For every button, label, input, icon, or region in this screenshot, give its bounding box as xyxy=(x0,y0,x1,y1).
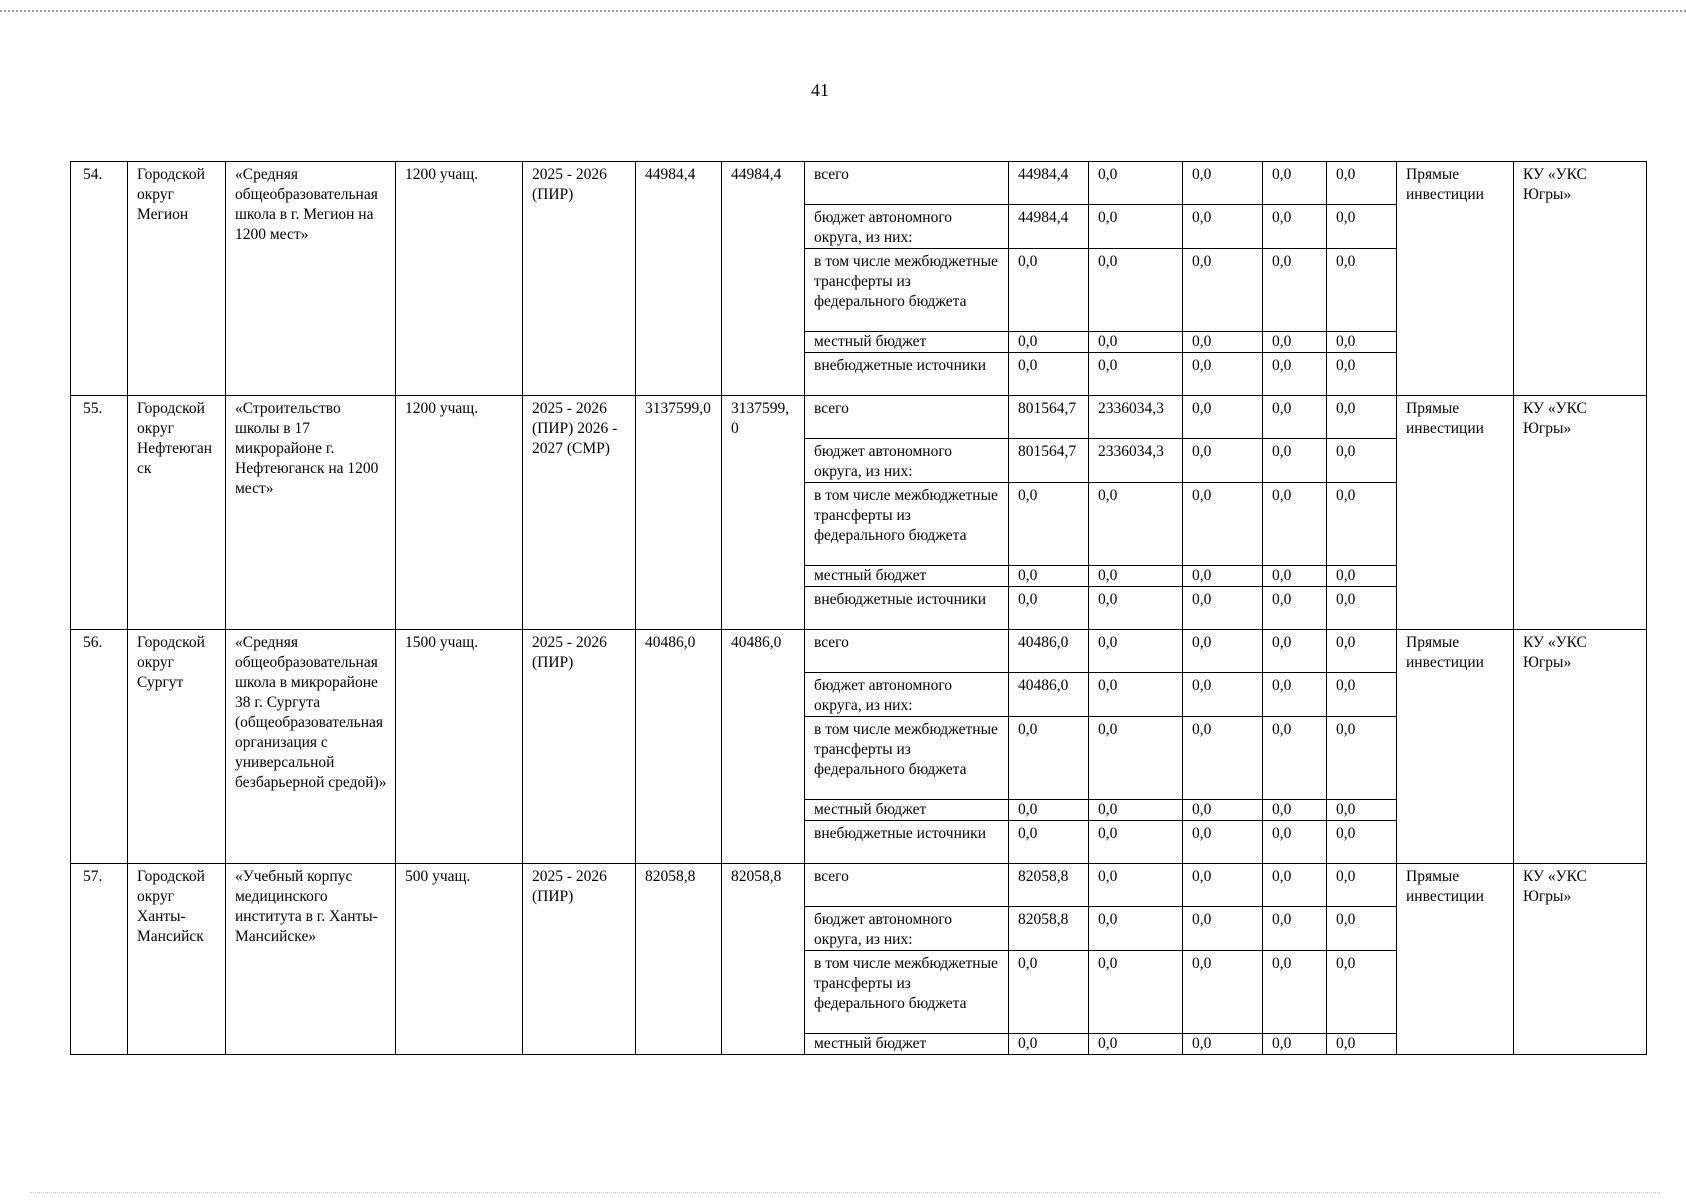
funding-value-cell: 0,0 xyxy=(1009,353,1089,396)
remaining-cost-cell: 3137599,0 xyxy=(722,396,805,630)
funding-value-cell: 0,0 xyxy=(1089,800,1183,821)
investment-mechanism-cell: Прямые инвестиции xyxy=(1397,396,1514,630)
funding-value-cell: 0,0 xyxy=(1089,907,1183,951)
scan-bottom-edge xyxy=(30,1192,1660,1193)
funding-value-cell: 0,0 xyxy=(1089,864,1183,907)
funding-value-cell: 0,0 xyxy=(1263,630,1327,673)
municipality-cell: Городской округ Нефтеюганск xyxy=(128,396,226,630)
funding-value-cell: 0,0 xyxy=(1183,821,1263,864)
funding-value-cell: 0,0 xyxy=(1089,162,1183,205)
row-number: 55. xyxy=(71,396,128,630)
funding-value-cell: 0,0 xyxy=(1327,249,1397,332)
funding-value-cell: 0,0 xyxy=(1327,717,1397,800)
funding-source-cell: бюджет автономного округа, из них: xyxy=(805,439,1009,483)
funding-value-cell: 82058,8 xyxy=(1009,864,1089,907)
investment-mechanism-cell: Прямые инвестиции xyxy=(1397,630,1514,864)
funding-value-cell: 2336034,3 xyxy=(1089,439,1183,483)
funding-value-cell: 0,0 xyxy=(1183,396,1263,439)
capacity-cell: 1200 учащ. xyxy=(396,162,523,396)
funding-value-cell: 0,0 xyxy=(1009,566,1089,587)
object-name-cell: «Средняя общеобразовательная школа в г. Мегион на 1200 мест» xyxy=(226,162,396,396)
funding-value-cell: 0,0 xyxy=(1089,951,1183,1034)
funding-value-cell: 0,0 xyxy=(1327,907,1397,951)
funding-value-cell: 2336034,3 xyxy=(1089,396,1183,439)
funding-value-cell: 0,0 xyxy=(1263,566,1327,587)
funding-value-cell: 0,0 xyxy=(1263,353,1327,396)
funding-value-cell: 0,0 xyxy=(1263,162,1327,205)
funding-value-cell: 0,0 xyxy=(1263,821,1327,864)
funding-source-cell: в том числе межбюджетные трансферты из федерального бюджета xyxy=(805,483,1009,566)
funding-value-cell: 0,0 xyxy=(1009,483,1089,566)
funding-source-cell: всего xyxy=(805,396,1009,439)
funding-value-cell: 0,0 xyxy=(1009,951,1089,1034)
capacity-cell: 1500 учащ. xyxy=(396,630,523,864)
table-row xyxy=(71,864,1647,907)
municipality-cell: Городской округ Сургут xyxy=(128,630,226,864)
funding-value-cell: 0,0 xyxy=(1327,864,1397,907)
funding-source-cell: бюджет автономного округа, из них: xyxy=(805,205,1009,249)
customer-cell: КУ «УКС Югры» xyxy=(1514,162,1647,396)
funding-value-cell: 0,0 xyxy=(1089,673,1183,717)
funding-value-cell: 801564,7 xyxy=(1009,439,1089,483)
funding-value-cell: 0,0 xyxy=(1263,332,1327,353)
funding-source-cell: в том числе межбюджетные трансферты из федерального бюджета xyxy=(805,717,1009,800)
funding-value-cell: 0,0 xyxy=(1089,483,1183,566)
funding-value-cell: 0,0 xyxy=(1263,205,1327,249)
funding-value-cell: 44984,4 xyxy=(1009,205,1089,249)
customer-cell: КУ «УКС Югры» xyxy=(1514,630,1647,864)
funding-value-cell: 0,0 xyxy=(1183,951,1263,1034)
funding-value-cell: 0,0 xyxy=(1327,566,1397,587)
funding-source-cell: внебюджетные источники xyxy=(805,587,1009,630)
row-number: 54. xyxy=(71,162,128,396)
table-row xyxy=(71,396,1647,439)
funding-source-cell: внебюджетные источники xyxy=(805,821,1009,864)
funding-value-cell: 0,0 xyxy=(1263,951,1327,1034)
funding-value-cell: 0,0 xyxy=(1089,249,1183,332)
estimated-cost-cell: 44984,4 xyxy=(636,162,722,396)
funding-value-cell: 82058,8 xyxy=(1009,907,1089,951)
funding-value-cell: 0,0 xyxy=(1009,249,1089,332)
funding-value-cell: 0,0 xyxy=(1327,821,1397,864)
funding-value-cell: 0,0 xyxy=(1183,162,1263,205)
funding-source-cell: всего xyxy=(805,630,1009,673)
funding-value-cell: 0,0 xyxy=(1263,249,1327,332)
table-body xyxy=(71,162,1647,1055)
funding-value-cell: 0,0 xyxy=(1327,205,1397,249)
customer-cell: КУ «УКС Югры» xyxy=(1514,864,1647,1055)
funding-value-cell: 0,0 xyxy=(1183,353,1263,396)
funding-source-cell: всего xyxy=(805,864,1009,907)
funding-value-cell: 0,0 xyxy=(1183,673,1263,717)
funding-value-cell: 0,0 xyxy=(1183,1034,1263,1055)
investment-mechanism-cell: Прямые инвестиции xyxy=(1397,864,1514,1055)
funding-value-cell: 0,0 xyxy=(1327,353,1397,396)
funding-value-cell: 0,0 xyxy=(1089,1034,1183,1055)
customer-cell: КУ «УКС Югры» xyxy=(1514,396,1647,630)
object-name-cell: «Средняя общеобразовательная школа в микрорайоне 38 г. Сургута (общеобразовательная организация с универсальной безбарьерной средой)» xyxy=(226,630,396,864)
funding-value-cell: 0,0 xyxy=(1089,566,1183,587)
funding-value-cell: 0,0 xyxy=(1183,864,1263,907)
funding-value-cell: 801564,7 xyxy=(1009,396,1089,439)
funding-value-cell: 0,0 xyxy=(1327,332,1397,353)
funding-source-cell: местный бюджет xyxy=(805,332,1009,353)
funding-value-cell: 0,0 xyxy=(1089,332,1183,353)
funding-source-cell: внебюджетные источники xyxy=(805,353,1009,396)
municipality-cell: Городской округ Мегион xyxy=(128,162,226,396)
funding-value-cell: 0,0 xyxy=(1327,162,1397,205)
funding-value-cell: 0,0 xyxy=(1009,587,1089,630)
object-name-cell: «Учебный корпус медицинского института в г. Ханты-Мансийске» xyxy=(226,864,396,1055)
period-cell: 2025 - 2026 (ПИР) xyxy=(523,162,636,396)
table-row xyxy=(71,162,1647,205)
funding-value-cell: 0,0 xyxy=(1089,353,1183,396)
page-number: 41 xyxy=(811,80,829,100)
funding-value-cell: 0,0 xyxy=(1009,332,1089,353)
funding-value-cell: 0,0 xyxy=(1089,587,1183,630)
funding-value-cell: 0,0 xyxy=(1183,483,1263,566)
object-name-cell: «Строительство школы в 17 микрорайоне г. Нефтеюганск на 1200 мест» xyxy=(226,396,396,630)
funding-value-cell: 0,0 xyxy=(1327,396,1397,439)
funding-value-cell: 0,0 xyxy=(1009,800,1089,821)
funding-value-cell: 0,0 xyxy=(1183,205,1263,249)
funding-value-cell: 0,0 xyxy=(1089,717,1183,800)
funding-value-cell: 0,0 xyxy=(1263,396,1327,439)
funding-value-cell: 0,0 xyxy=(1263,673,1327,717)
scan-top-edge xyxy=(0,10,1686,12)
funding-value-cell: 0,0 xyxy=(1183,332,1263,353)
funding-value-cell: 0,0 xyxy=(1183,566,1263,587)
funding-value-cell: 0,0 xyxy=(1089,205,1183,249)
funding-value-cell: 0,0 xyxy=(1263,1034,1327,1055)
funding-value-cell: 0,0 xyxy=(1183,249,1263,332)
row-number: 57. xyxy=(71,864,128,1055)
funding-value-cell: 0,0 xyxy=(1263,800,1327,821)
funding-value-cell: 0,0 xyxy=(1089,821,1183,864)
funding-value-cell: 0,0 xyxy=(1327,483,1397,566)
funding-value-cell: 0,0 xyxy=(1263,587,1327,630)
estimated-cost-cell: 40486,0 xyxy=(636,630,722,864)
funding-value-cell: 0,0 xyxy=(1183,439,1263,483)
remaining-cost-cell: 44984,4 xyxy=(722,162,805,396)
funding-source-cell: местный бюджет xyxy=(805,800,1009,821)
funding-value-cell: 0,0 xyxy=(1327,439,1397,483)
funding-value-cell: 0,0 xyxy=(1327,630,1397,673)
funding-value-cell: 0,0 xyxy=(1263,439,1327,483)
remaining-cost-cell: 82058,8 xyxy=(722,864,805,1055)
funding-source-cell: в том числе межбюджетные трансферты из федерального бюджета xyxy=(805,249,1009,332)
period-cell: 2025 - 2026 (ПИР) 2026 - 2027 (СМР) xyxy=(523,396,636,630)
funding-value-cell: 0,0 xyxy=(1263,907,1327,951)
funding-value-cell: 0,0 xyxy=(1327,673,1397,717)
table-row xyxy=(71,630,1647,673)
period-cell: 2025 - 2026 (ПИР) xyxy=(523,864,636,1055)
funding-value-cell: 0,0 xyxy=(1327,1034,1397,1055)
funding-value-cell: 0,0 xyxy=(1327,951,1397,1034)
estimated-cost-cell: 82058,8 xyxy=(636,864,722,1055)
funding-value-cell: 0,0 xyxy=(1183,630,1263,673)
funding-source-cell: местный бюджет xyxy=(805,1034,1009,1055)
funding-source-cell: бюджет автономного округа, из них: xyxy=(805,673,1009,717)
capacity-cell: 500 учащ. xyxy=(396,864,523,1055)
funding-value-cell: 40486,0 xyxy=(1009,673,1089,717)
investment-mechanism-cell: Прямые инвестиции xyxy=(1397,162,1514,396)
funding-value-cell: 0,0 xyxy=(1183,800,1263,821)
funding-source-cell: в том числе межбюджетные трансферты из федерального бюджета xyxy=(805,951,1009,1034)
capacity-cell: 1200 учащ. xyxy=(396,396,523,630)
funding-value-cell: 0,0 xyxy=(1263,864,1327,907)
funding-value-cell: 0,0 xyxy=(1327,587,1397,630)
funding-value-cell: 0,0 xyxy=(1183,587,1263,630)
remaining-cost-cell: 40486,0 xyxy=(722,630,805,864)
funding-source-cell: местный бюджет xyxy=(805,566,1009,587)
funding-value-cell: 0,0 xyxy=(1263,483,1327,566)
investment-objects-table xyxy=(70,161,1647,1055)
funding-source-cell: всего xyxy=(805,162,1009,205)
funding-value-cell: 0,0 xyxy=(1183,717,1263,800)
funding-value-cell: 0,0 xyxy=(1009,1034,1089,1055)
funding-value-cell: 0,0 xyxy=(1263,717,1327,800)
funding-value-cell: 0,0 xyxy=(1009,717,1089,800)
estimated-cost-cell: 3137599,0 xyxy=(636,396,722,630)
funding-value-cell: 0,0 xyxy=(1327,800,1397,821)
funding-source-cell: бюджет автономного округа, из них: xyxy=(805,907,1009,951)
funding-value-cell: 40486,0 xyxy=(1009,630,1089,673)
municipality-cell: Городской округ Ханты-Мансийск xyxy=(128,864,226,1055)
period-cell: 2025 - 2026 (ПИР) xyxy=(523,630,636,864)
row-number: 56. xyxy=(71,630,128,864)
funding-value-cell: 0,0 xyxy=(1089,630,1183,673)
funding-value-cell: 44984,4 xyxy=(1009,162,1089,205)
funding-value-cell: 0,0 xyxy=(1009,821,1089,864)
funding-value-cell: 0,0 xyxy=(1183,907,1263,951)
